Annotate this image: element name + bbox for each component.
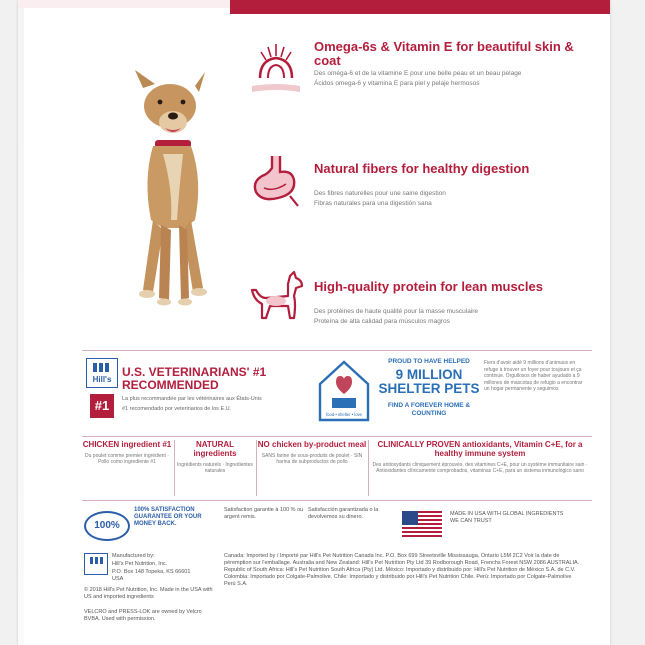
section-divider <box>82 350 592 351</box>
benefit-spanish: Proteína de alta calidad para músculos magros <box>314 318 450 325</box>
import-info: Canada: Imported by / Importé par Hill's Pet Nutrition Canada Inc. P.O. Box 699 Streetsville Mississauga, Ontario L5M 2C2 Voir la date de péremption sur l'emballage. Australia and New Zealand: Hill's Pet Nutrition Pty Ltd 39 Rodborough Road, Frenchs Forest NSW 2086 AUSTRALIA. Republic of South Africa: Hill's Pet Nutrition South Africa (Pty) Ltd. México: Importado y distribuido por: Hill's Pet Nutrition de México S.A. de C.V. Colombia: Importado por Colgate-Palmolive. Chile: Importado y distribuido por Hill's Pet Nutrition Chile. Perú: Importado por Colgate-Palmolive Perú S.A. <box>224 553 580 587</box>
ingredient-title: CHICKEN ingredient #1 <box>82 440 172 449</box>
vet-recommended <box>82 356 310 432</box>
benefit-title: High-quality protein for lean muscles <box>314 279 543 294</box>
hills-small-icon <box>85 554 107 574</box>
guarantee-spanish: Satisfacción garantizada o la devolvemos su dinero. <box>308 507 379 520</box>
ingredient-subtext: Des antioxydants cliniquement éprouvés, des vitamines C+E, pour un système immunitaire sain · Antioxidantes clínicamente comprobados, vitaminas C+E, para un sistema inmunológico sano <box>372 462 588 474</box>
guarantee-badge: 100% <box>84 511 130 541</box>
ingredient-subtext: Ingrédients naturels · Ingredientes naturales <box>177 462 253 474</box>
hills-logo <box>86 358 118 388</box>
section-divider <box>82 500 592 501</box>
shelter-translations: Fiers d'avoir aidé 9 millions d'animaux en refuge à trouver un foyer pour toujours et ça continue. Orgullosos de haber ayudado a 9 millones de mascotas de refugio a encontrar un hogar permanente y seguimos <box>484 360 583 392</box>
bag-edge <box>18 0 24 645</box>
svg-text:food • shelter • love: food • shelter • love <box>326 412 362 417</box>
legal-strip <box>82 505 592 645</box>
shelter-house-icon <box>316 358 372 424</box>
ingredient-subtext: SANS farine de sous-produits de poulet · SIN harina de subproductos de pollo <box>261 453 363 465</box>
ingredient-title: NATURAL ingredients <box>193 440 237 458</box>
stomach-icon <box>246 150 310 214</box>
guarantee-french: Satisfaction garantie à 100 % ou argent remis. <box>224 507 304 520</box>
dog-image <box>113 70 233 310</box>
svg-text:Hill's: Hill's <box>92 375 112 384</box>
benefit-french: Des fibres naturelles pour une saine digestion <box>314 190 446 197</box>
benefit-digestion <box>246 150 606 240</box>
shelter-headline: 9 MILLION SHELTER PETS <box>378 367 480 396</box>
vet-french: La plus recommandée par les vétérinaires aux États-Unis <box>122 396 262 402</box>
copyright-text: © 2018 Hill's Pet Nutrition, Inc. Made in the USA with US and imported ingredients <box>84 587 213 600</box>
number-one-badge: #1 <box>90 394 114 418</box>
manufacturer-name: Hill's Pet Nutrition, Inc. <box>112 561 168 567</box>
ingredient-title: CLINICALLY PROVEN antioxidants, Vitamin C+E, for a healthy immune system <box>377 440 583 458</box>
shelter-find-text: FIND A FOREVER HOME & COUNTING <box>387 402 471 417</box>
benefit-muscles <box>246 268 606 358</box>
benefit-french: Des oméga-6 et de la vitamine E pour une belle peau et un beau pelage <box>314 70 522 77</box>
ingredient-no-byproduct <box>256 440 367 496</box>
product-bag <box>18 0 610 645</box>
ingredient-natural <box>174 440 255 496</box>
hills-logo-small <box>84 553 108 575</box>
benefit-skin-coat <box>246 40 606 130</box>
section-divider <box>82 436 592 437</box>
shelter-proud-text: PROUD TO HAVE HELPED <box>388 358 470 365</box>
skin-coat-icon <box>246 40 310 104</box>
benefit-spanish: Fibras naturales para una digestión sana <box>314 200 432 207</box>
top-band <box>230 0 610 14</box>
benefit-title: Omega-6s & Vitamin E for beautiful skin & coat <box>314 39 574 68</box>
manufacturer-label: Manufactured by: <box>112 553 155 559</box>
made-in-usa-text: MADE IN USA WITH GLOBAL INGREDIENTS WE CAN TRUST <box>450 511 564 524</box>
vet-title: U.S. VETERINARIANS' #1 RECOMMENDED <box>122 365 267 392</box>
top-band-light <box>18 0 230 8</box>
hills-logo-icon <box>87 359 117 387</box>
ingredient-title: NO chicken by-product meal <box>257 440 367 449</box>
dog-muscle-icon <box>246 268 310 332</box>
ingredient-chicken <box>82 440 172 496</box>
ingredient-antioxidants <box>368 440 591 496</box>
guarantee-title: 100% SATISFACTION GUARANTEE OR YOUR MONEY BACK. <box>134 507 202 527</box>
shelter-pets <box>314 356 480 432</box>
manufacturer-address: P.O. Box 148 Topeka, KS 66601 USA <box>112 569 191 582</box>
usa-flag-icon <box>400 511 444 537</box>
ingredient-subtext: Du poulet comme premier ingrédient · Pollo como ingrediente #1 <box>85 453 169 465</box>
benefit-title: Natural fibers for healthy digestion <box>314 161 530 176</box>
vet-spanish: #1 recomendado por veterinarios de los E.U. <box>122 406 232 412</box>
velcro-text: VELCRO and PRESS-LOK are owned by Velcro BVBA. Used with permission. <box>84 609 202 622</box>
benefit-french: Des protéines de haute qualité pour la masse musculaire <box>314 308 479 315</box>
benefit-spanish: Ácidos omega-6 y vitamina E para piel y pelaje hermosos <box>314 80 480 87</box>
